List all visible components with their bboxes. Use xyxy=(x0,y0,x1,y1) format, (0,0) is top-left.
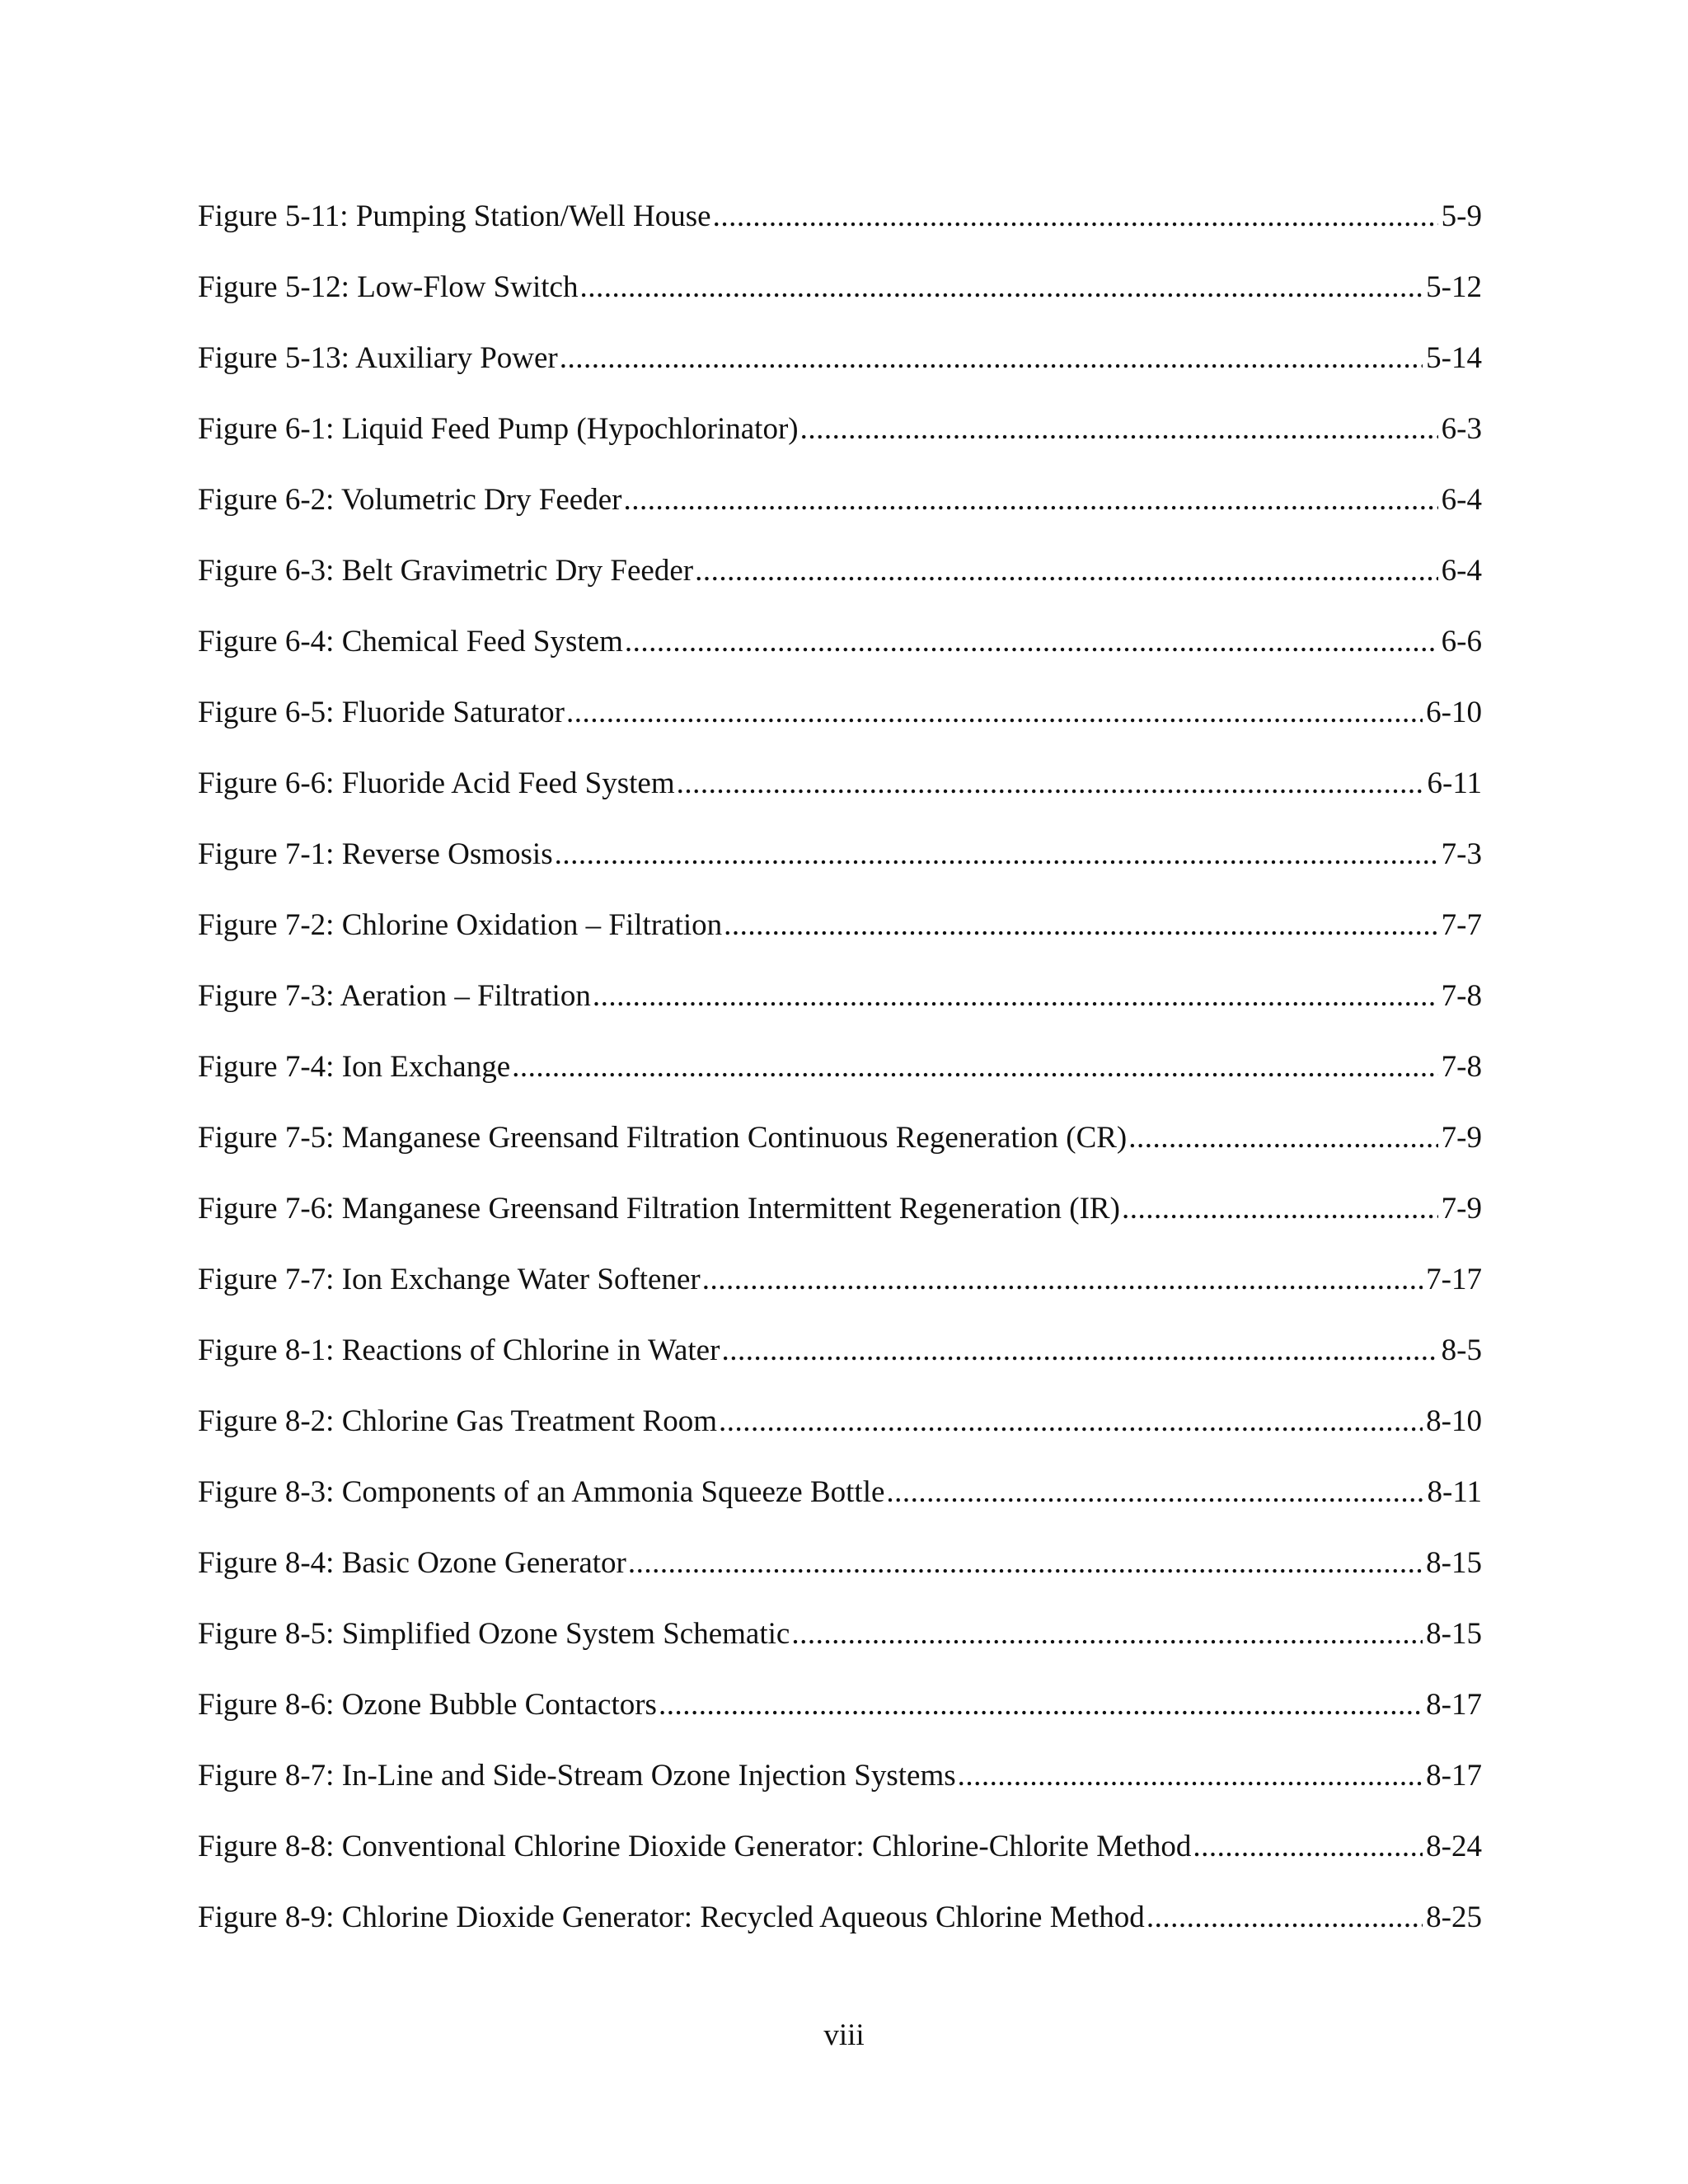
toc-entry-page: 7-9 xyxy=(1441,1192,1482,1226)
toc-entry-page: 8-15 xyxy=(1426,1546,1482,1580)
dot-leader xyxy=(625,617,1438,667)
dot-leader xyxy=(724,901,1438,950)
toc-entry xyxy=(198,192,1482,263)
toc-entry-title: Figure 7-5: Manganese Greensand Filtration Continuous Regeneration (CR) xyxy=(198,1121,1128,1155)
toc-entry-page: 7-17 xyxy=(1426,1263,1482,1296)
toc-entry-page: 6-4 xyxy=(1441,483,1482,517)
toc-entry-title: Figure 6-2: Volumetric Dry Feeder xyxy=(198,483,622,517)
dot-leader xyxy=(555,830,1438,879)
toc-entry xyxy=(198,617,1482,688)
dot-leader xyxy=(958,1751,1423,1801)
dot-leader xyxy=(593,972,1438,1021)
toc-entry xyxy=(198,1680,1482,1751)
toc-entry-title: Figure 8-6: Ozone Bubble Contactors xyxy=(198,1688,657,1722)
toc-entry-page: 8-10 xyxy=(1426,1404,1482,1438)
toc-entry xyxy=(198,1326,1482,1397)
toc-entry xyxy=(198,1113,1482,1184)
toc-entry xyxy=(198,334,1482,405)
toc-entry-page: 5-12 xyxy=(1426,270,1482,304)
toc-entry-title: Figure 7-3: Aeration – Filtration xyxy=(198,979,591,1013)
toc-entry-title: Figure 8-1: Reactions of Chlorine in Water xyxy=(198,1333,720,1367)
toc-entry xyxy=(198,830,1482,901)
toc-entry xyxy=(198,972,1482,1043)
dot-leader xyxy=(512,1043,1438,1092)
toc-entry-page: 6-6 xyxy=(1441,625,1482,658)
toc-entry xyxy=(198,1610,1482,1680)
toc-entry-title: Figure 7-7: Ion Exchange Water Softener xyxy=(198,1263,701,1296)
toc-entry-page: 7-7 xyxy=(1441,908,1482,942)
toc-entry xyxy=(198,1255,1482,1326)
toc-entry-page: 5-14 xyxy=(1426,341,1482,375)
dot-leader xyxy=(1146,1893,1423,1943)
toc-entry-title: Figure 5-12: Low-Flow Switch xyxy=(198,270,579,304)
toc-entry-title: Figure 5-11: Pumping Station/Well House xyxy=(198,199,711,233)
dot-leader xyxy=(800,405,1438,454)
dot-leader xyxy=(719,1397,1423,1446)
dot-leader xyxy=(1122,1184,1438,1234)
toc-entry xyxy=(198,1397,1482,1468)
toc-entry-page: 6-3 xyxy=(1441,412,1482,446)
toc-entry xyxy=(198,1539,1482,1610)
toc-entry-page: 7-8 xyxy=(1441,979,1482,1013)
toc-entry-title: Figure 6-1: Liquid Feed Pump (Hypochlorinator) xyxy=(198,412,799,446)
dot-leader xyxy=(579,263,1423,312)
page-number: viii xyxy=(823,2018,865,2052)
toc-entry xyxy=(198,405,1482,476)
toc-entry xyxy=(198,688,1482,759)
dot-leader xyxy=(566,688,1423,738)
dot-leader xyxy=(1193,1822,1423,1872)
toc-entry-page: 8-5 xyxy=(1441,1333,1482,1367)
list-of-figures xyxy=(198,192,1482,1964)
toc-entry-page: 8-15 xyxy=(1426,1617,1482,1651)
toc-entry-page: 6-10 xyxy=(1426,696,1482,729)
toc-entry-title: Figure 8-7: In-Line and Side-Stream Ozone Injection Systems xyxy=(198,1759,956,1793)
toc-entry xyxy=(198,546,1482,617)
toc-entry-page: 7-9 xyxy=(1441,1121,1482,1155)
dot-leader xyxy=(695,546,1438,596)
dot-leader xyxy=(628,1539,1423,1588)
toc-entry-page: 8-24 xyxy=(1426,1830,1482,1863)
dot-leader xyxy=(677,759,1424,808)
toc-entry-page: 5-9 xyxy=(1441,199,1482,233)
toc-entry xyxy=(198,1043,1482,1113)
dot-leader xyxy=(702,1255,1423,1305)
toc-entry-title: Figure 6-6: Fluoride Acid Feed System xyxy=(198,766,675,800)
toc-entry-title: Figure 7-4: Ion Exchange xyxy=(198,1050,511,1084)
toc-entry-page: 7-3 xyxy=(1441,837,1482,871)
toc-entry-page: 8-11 xyxy=(1427,1475,1482,1509)
toc-entry-title: Figure 8-5: Simplified Ozone System Schematic xyxy=(198,1617,790,1651)
dot-leader xyxy=(1128,1113,1437,1163)
toc-entry-title: Figure 6-3: Belt Gravimetric Dry Feeder xyxy=(198,554,694,588)
toc-entry-page: 7-8 xyxy=(1441,1050,1482,1084)
toc-entry-title: Figure 5-13: Auxiliary Power xyxy=(198,341,558,375)
dot-leader xyxy=(791,1610,1423,1659)
toc-entry-page: 8-25 xyxy=(1426,1900,1482,1934)
dot-leader xyxy=(560,334,1423,383)
toc-entry xyxy=(198,1893,1482,1964)
toc-entry xyxy=(198,759,1482,830)
dot-leader xyxy=(721,1326,1437,1376)
toc-entry-title: Figure 8-9: Chlorine Dioxide Generator: Recycled Aqueous Chlorine Method xyxy=(198,1900,1145,1934)
toc-entry-title: Figure 6-5: Fluoride Saturator xyxy=(198,696,565,729)
dot-leader xyxy=(659,1680,1423,1730)
toc-entry-title: Figure 8-8: Conventional Chlorine Dioxide Generator: Chlorine-Chlorite Method xyxy=(198,1830,1192,1863)
toc-entry xyxy=(198,476,1482,546)
toc-entry-title: Figure 7-1: Reverse Osmosis xyxy=(198,837,553,871)
toc-entry-title: Figure 7-6: Manganese Greensand Filtration Intermittent Regeneration (IR) xyxy=(198,1192,1120,1226)
toc-entry-page: 6-11 xyxy=(1427,766,1482,800)
toc-entry xyxy=(198,901,1482,972)
toc-entry xyxy=(198,1184,1482,1255)
toc-entry xyxy=(198,263,1482,334)
dot-leader xyxy=(886,1468,1423,1517)
toc-entry-title: Figure 8-2: Chlorine Gas Treatment Room xyxy=(198,1404,717,1438)
toc-entry-title: Figure 8-4: Basic Ozone Generator xyxy=(198,1546,626,1580)
toc-entry xyxy=(198,1468,1482,1539)
toc-entry-title: Figure 7-2: Chlorine Oxidation – Filtration xyxy=(198,908,723,942)
toc-entry-title: Figure 6-4: Chemical Feed System xyxy=(198,625,623,658)
toc-entry xyxy=(198,1751,1482,1822)
toc-entry-title: Figure 8-3: Components of an Ammonia Squeeze Bottle xyxy=(198,1475,885,1509)
toc-entry xyxy=(198,1822,1482,1893)
toc-entry-page: 8-17 xyxy=(1426,1759,1482,1793)
toc-entry-page: 6-4 xyxy=(1441,554,1482,588)
toc-entry-page: 8-17 xyxy=(1426,1688,1482,1722)
dot-leader xyxy=(623,476,1437,525)
dot-leader xyxy=(713,192,1438,241)
